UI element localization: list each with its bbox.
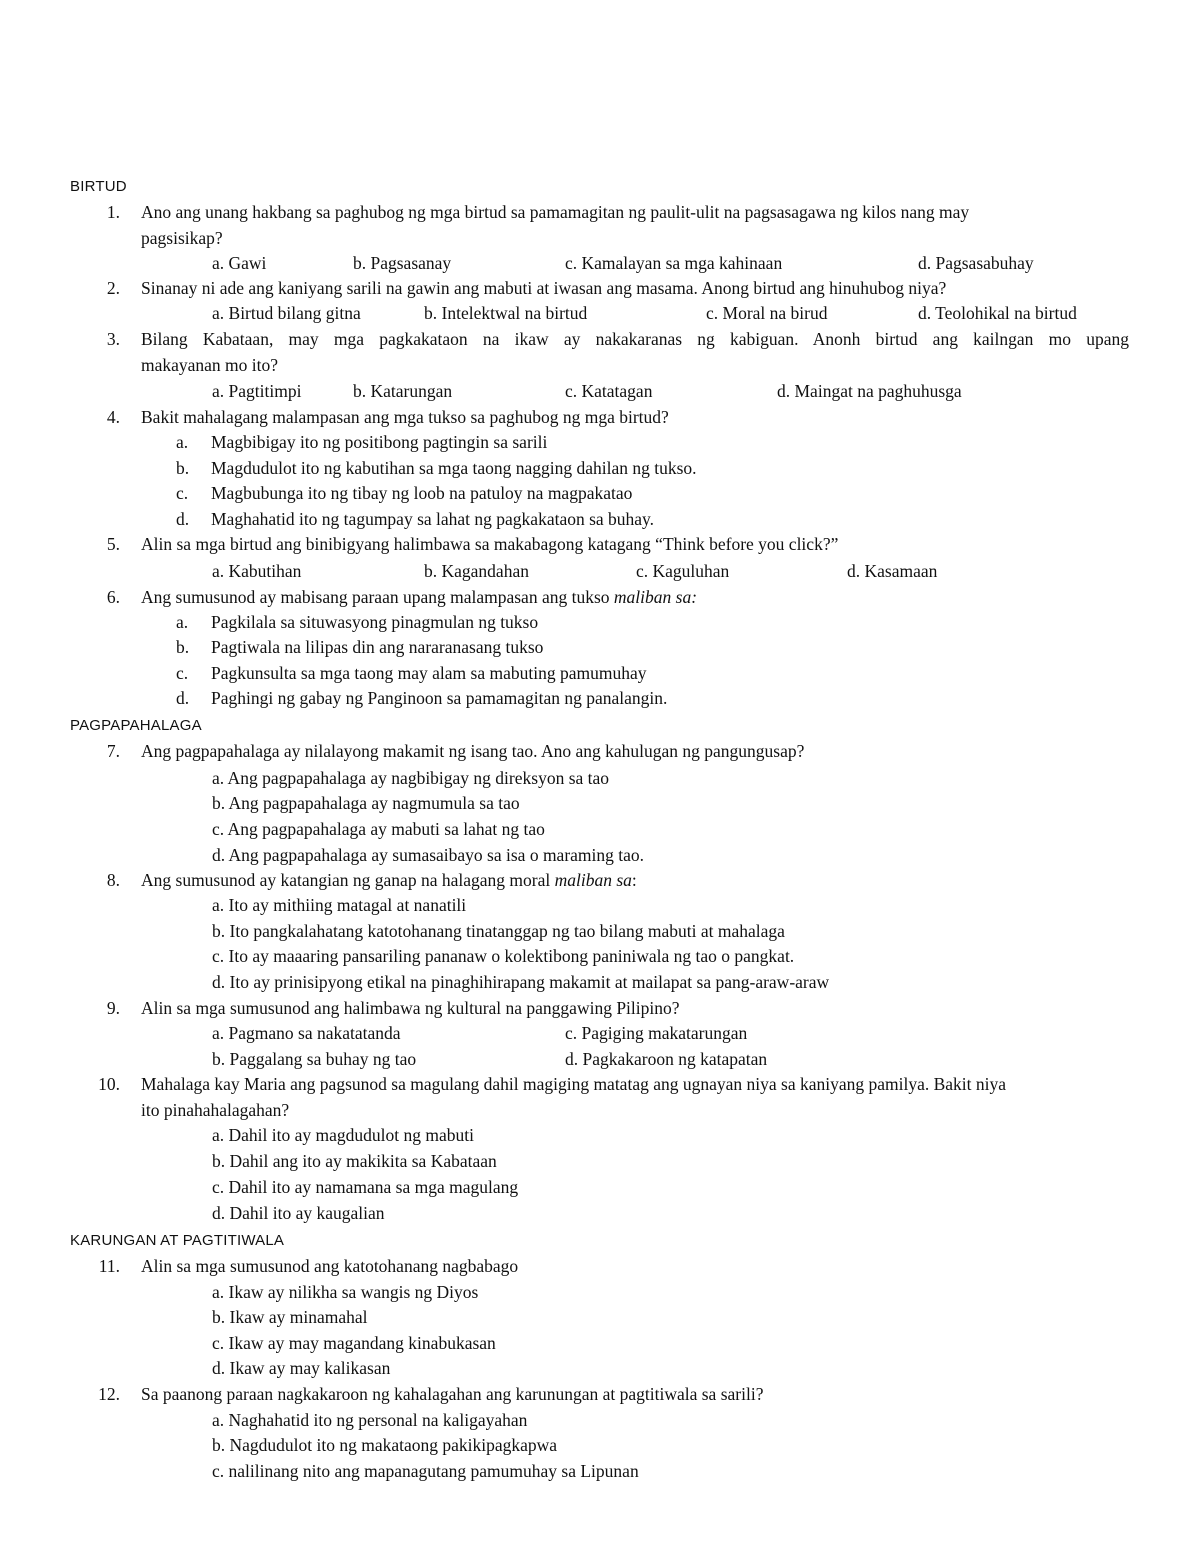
question-number: 10.	[98, 1074, 120, 1094]
option-b: b. Ikaw ay minamahal	[212, 1307, 368, 1327]
option-c: c. Ito ay maaaring pansariling pananaw o kolektibong paniniwala ng tao o pangkat.	[212, 946, 795, 966]
option-letter: a.	[176, 612, 189, 632]
option-d: d. Dahil ito ay kaugalian	[212, 1203, 385, 1223]
question-number: 9.	[106, 998, 120, 1018]
option-letter: d.	[176, 688, 190, 708]
option-a: a. Pagtitimpi	[212, 381, 302, 401]
option-d: d. Ikaw ay may kalikasan	[212, 1358, 391, 1378]
question-text: Bakit mahalagang malampasan ang mga tukso sa paghubog ng mga birtud?	[141, 407, 669, 427]
question-number: 12.	[98, 1384, 120, 1404]
question-text: Ano ang unang hakbang sa paghubog ng mga birtud sa pamamagitan ng paulit-ulit na pagsasagawa ng kilos nang may	[141, 202, 970, 222]
option-b: b. Dahil ang ito ay makikita sa Kabataan	[212, 1151, 497, 1171]
question-number: 3.	[106, 329, 120, 349]
emphasis-maliban-sa: maliban sa:	[613, 587, 698, 607]
option-text: Magbibigay ito ng positibong pagtingin sa sarili	[211, 432, 548, 452]
option-c: c. Ang pagpapahalaga ay mabuti sa lahat ng tao	[212, 819, 545, 839]
option-d: d. Pagsasabuhay	[918, 253, 1034, 273]
question-text: Bilang Kabataan, may mga pagkakataon na ikaw ay nakakaranas ng kabiguan. Anonh birtud ang kailngan mo upang	[141, 329, 1129, 349]
question-number: 8.	[106, 870, 120, 890]
option-letter: a.	[176, 432, 189, 452]
option-d: d. Ito ay prinisipyong etikal na pinaghihirapang makamit at mailapat sa pang-araw-araw	[212, 972, 830, 992]
question-text-continued: makayanan mo ito?	[141, 355, 279, 375]
question-text-continued: pagsisikap?	[141, 228, 223, 248]
option-a: a. Kabutihan	[212, 561, 302, 581]
question-text	[141, 869, 637, 891]
question-number: 2.	[106, 278, 120, 298]
option-c: c. Moral na birud	[706, 303, 828, 323]
question-number: 4.	[106, 407, 120, 427]
option-d: d. Ang pagpapahalaga ay sumasaibayo sa isa o maraming tao.	[212, 845, 645, 865]
section-heading-karungan-at-pagtitiwala: KARUNGAN AT PAGTITIWALA	[70, 1232, 285, 1249]
question-text: Alin sa mga birtud ang binibigyang halimbawa sa makabagong katagang “Think before you click?”	[141, 534, 839, 554]
question-text: Alin sa mga sumusunod ang katotohanang nagbabago	[141, 1256, 519, 1276]
question-text: Mahalaga kay Maria ang pagsunod sa magulang dahil magiging matatag ang ugnayan niya sa kaniyang pamilya. Bakit niya	[141, 1074, 1007, 1094]
option-b: b. Nagdudulot ito ng makataong pakikipagkapwa	[212, 1435, 558, 1455]
question-text-continued: ito pinahahalagahan?	[141, 1100, 290, 1120]
option-d: d. Pagkakaroon ng katapatan	[565, 1049, 768, 1069]
question-text-main: Ang sumusunod ay katangian ng ganap na halagang moral	[141, 870, 555, 890]
section-heading-birtud: BIRTUD	[70, 178, 127, 195]
option-b: b. Ito pangkalahatang katotohanang tinatanggap ng tao bilang mabuti at mahalaga	[212, 921, 785, 941]
option-letter: b.	[176, 637, 190, 657]
option-a: a. Ito ay mithiing matagal at nanatili	[212, 895, 467, 915]
option-b: b. Paggalang sa buhay ng tao	[212, 1049, 417, 1069]
option-letter: b.	[176, 458, 190, 478]
option-d: d. Maingat na paghuhusga	[777, 381, 962, 401]
question-text: Sinanay ni ade ang kaniyang sarili na gawin ang mabuti at iwasan ang masama. Anong birtud ang hinuhubog niya?	[141, 278, 947, 298]
option-c: c. Ikaw ay may magandang kinabukasan	[212, 1333, 496, 1353]
option-text: Maghahatid ito ng tagumpay sa lahat ng pagkakataon sa buhay.	[211, 509, 655, 529]
option-text: Magdudulot ito ng kabutihan sa mga taong nagging dahilan ng tukso.	[211, 458, 697, 478]
option-a: a. Dahil ito ay magdudulot ng mabuti	[212, 1125, 474, 1145]
option-a: a. Ikaw ay nilikha sa wangis ng Diyos	[212, 1282, 479, 1302]
option-letter: c.	[176, 483, 189, 503]
option-a: a. Gawi	[212, 253, 267, 273]
question-number: 6.	[106, 587, 120, 607]
question-number: 1.	[106, 202, 120, 222]
option-b: b. Katarungan	[353, 381, 453, 401]
option-a: a. Naghahatid ito ng personal na kaligayahan	[212, 1410, 528, 1430]
question-text: Sa paanong paraan nagkakaroon ng kahalagahan ang karunungan at pagtitiwala sa sarili?	[141, 1384, 764, 1404]
emphasis-maliban-sa: maliban sa	[554, 870, 632, 890]
section-heading-pagpapahalaga: PAGPAPAHALAGA	[70, 717, 202, 734]
option-a: a. Birtud bilang gitna	[212, 303, 361, 323]
option-b: b. Ang pagpapahalaga ay nagmumula sa tao	[212, 793, 520, 813]
option-d: d. Kasamaan	[847, 561, 938, 581]
question-number: 7.	[106, 741, 120, 761]
question-text-tail: :	[631, 870, 637, 890]
option-a: a. Pagmano sa nakatatanda	[212, 1023, 401, 1043]
option-c: c. Kamalayan sa mga kahinaan	[565, 253, 783, 273]
question-text	[141, 586, 697, 608]
option-letter: c.	[176, 663, 189, 683]
option-a: a. Ang pagpapahalaga ay nagbibigay ng direksyon sa tao	[212, 768, 610, 788]
option-text: Pagtiwala na lilipas din ang nararanasang tukso	[211, 637, 544, 657]
question-number: 5.	[106, 534, 120, 554]
option-d: d. Teolohikal na birtud	[918, 303, 1077, 323]
question-text-main: Ang sumusunod ay mabisang paraan upang malampasan ang tukso	[141, 587, 614, 607]
option-text: Pagkunsulta sa mga taong may alam sa mabuting pamumuhay	[211, 663, 647, 683]
question-text: Ang pagpapahalaga ay nilalayong makamit ng isang tao. Ano ang kahulugan ng pangungusap?	[141, 741, 805, 761]
option-text: Magbubunga ito ng tibay ng loob na patuloy na magpakatao	[211, 483, 633, 503]
option-text: Paghingi ng gabay ng Panginoon sa pamamagitan ng panalangin.	[211, 688, 668, 708]
option-text: Pagkilala sa situwasyong pinagmulan ng tukso	[211, 612, 539, 632]
option-c: c. nalilinang nito ang mapanagutang pamumuhay sa Lipunan	[212, 1461, 639, 1481]
option-letter: d.	[176, 509, 190, 529]
option-c: c. Katatagan	[565, 381, 653, 401]
option-b: b. Intelektwal na birtud	[424, 303, 588, 323]
option-c: c. Dahil ito ay namamana sa mga magulang	[212, 1177, 519, 1197]
question-number: 11.	[98, 1256, 120, 1276]
option-b: b. Pagsasanay	[353, 253, 452, 273]
question-text: Alin sa mga sumusunod ang halimbawa ng kultural na panggawing Pilipino?	[141, 998, 680, 1018]
option-c: c. Kaguluhan	[636, 561, 730, 581]
option-c: c. Pagiging makatarungan	[565, 1023, 748, 1043]
option-b: b. Kagandahan	[424, 561, 529, 581]
